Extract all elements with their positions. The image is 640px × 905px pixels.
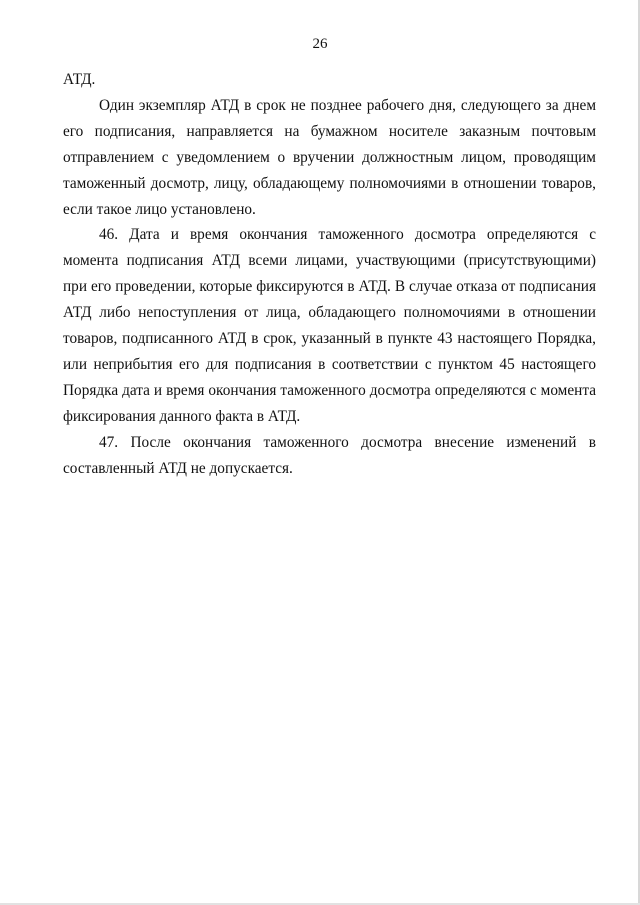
paragraph-46: 46. Дата и время окончания таможенного досмотра определяются с момента подписания АТД всеми лицами, участвующими (присутствующими) при его проведении, которые фиксируются в АТД. В случае отказа от подписания АТД либо непоступления от лица, обладающего полномочиями в отношении товаров, подписанного АТД в срок, указанный в пункте 43 настоящего Порядка, или неприбытия его для подписания в соответствии с пунктом 45 настоящего Порядка дата и время окончания таможенного досмотра определяются с момента фиксирования данного факта в АТД. xyxy=(63,226,596,425)
page-number: 26 xyxy=(312,36,328,52)
paragraph-continuation: АТД. xyxy=(63,71,96,88)
paragraph-47: 47. После окончания таможенного досмотра внесение изменений в составленный АТД не допускается. xyxy=(63,433,596,477)
paragraph-atd-copy-dispatch: Один экземпляр АТД в срок не позднее рабочего дня, следующего за днем его подписания, направляется на бумажном носителе заказным почтовым отправлением с уведомлением о вручении должностным лицом, проводящим таможенный досмотр, лицу, обладающему полномочиями в отношении товаров, если такое лицо установлено. xyxy=(63,96,596,218)
document-body xyxy=(63,67,596,482)
